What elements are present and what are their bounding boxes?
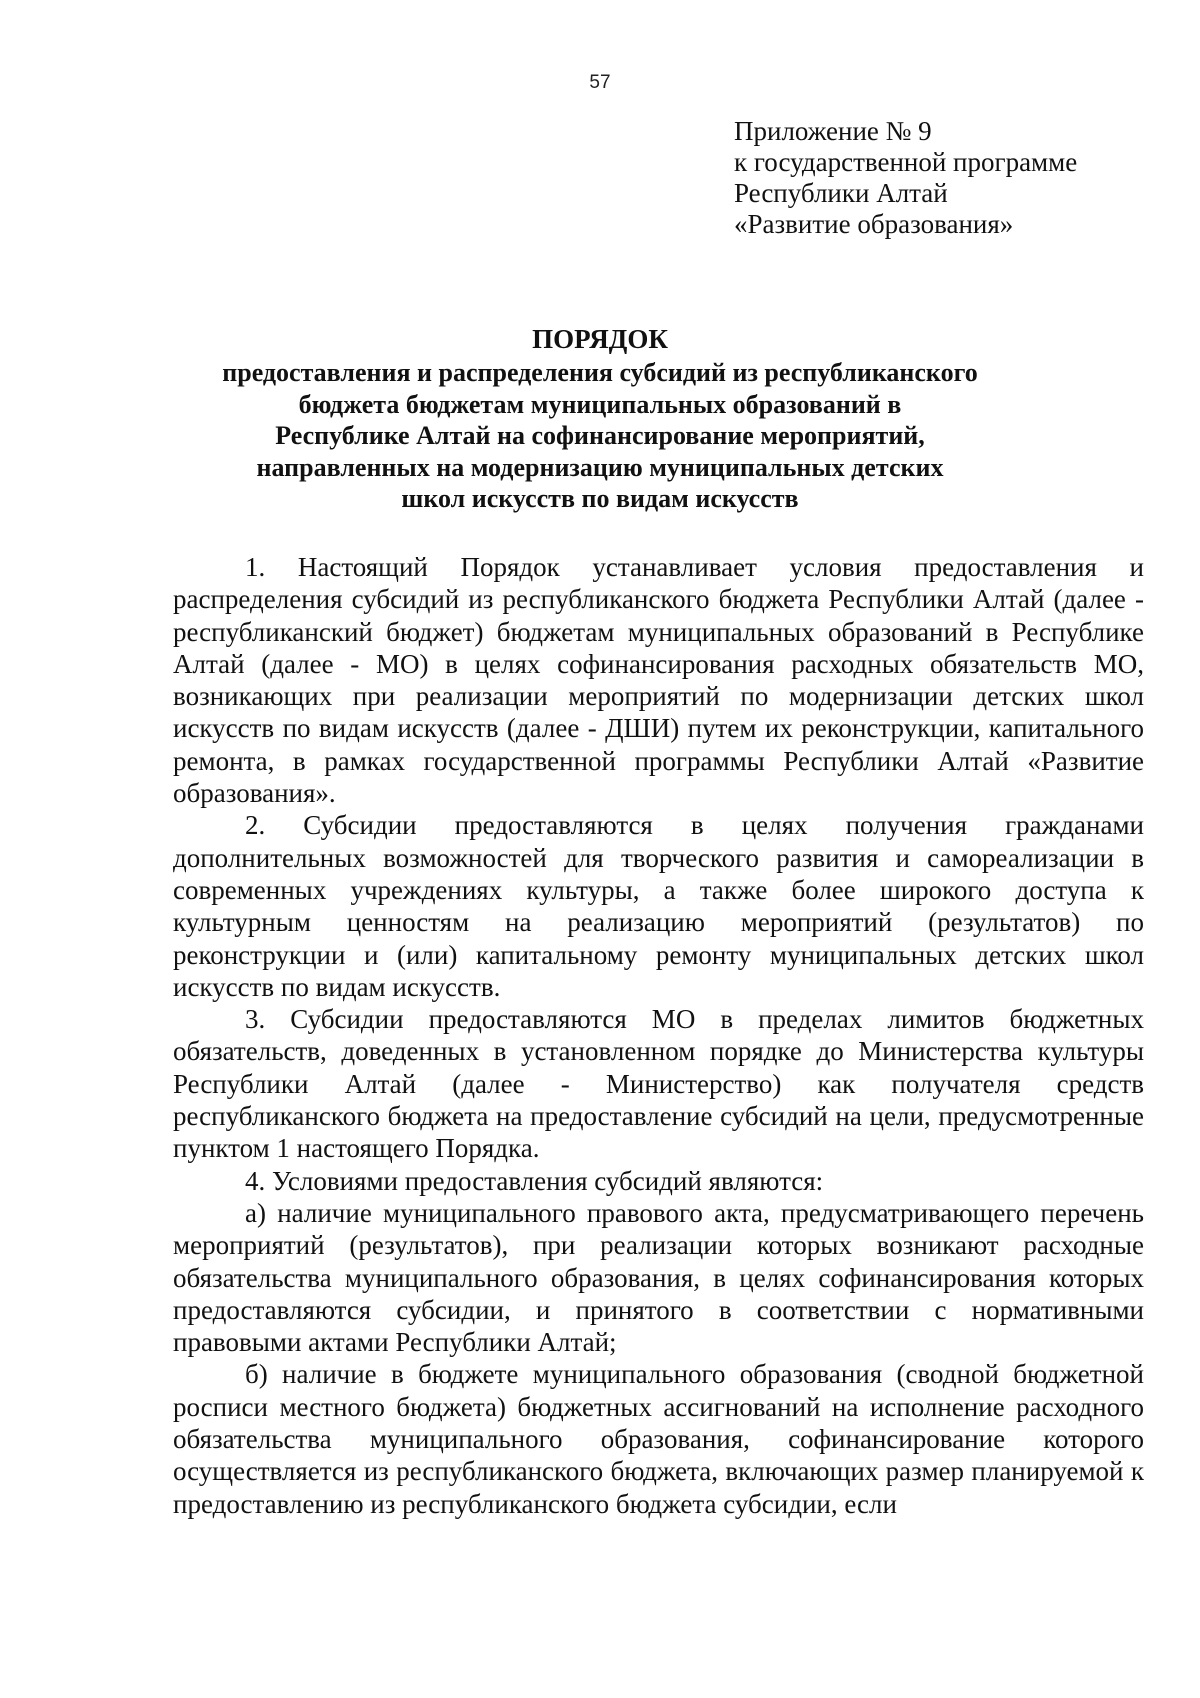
subtitle-line: предоставления и распределения субсидий из республиканского <box>222 358 978 387</box>
appendix-line: «Развитие образования» <box>734 209 1014 239</box>
subtitle-line: Республике Алтай на софинансирование мероприятий, <box>275 421 925 450</box>
appendix-line: Приложение № 9 <box>734 116 932 146</box>
paragraph-3: 3. Субсидии предоставляются МО в пределах лимитов бюджетных обязательств, доведенных в установленном порядке до Министерства культуры Республики Алтай (далее - Министерство) как получателя средств республиканского бюджета на предоставление субсидий на цели, предусмотренные пунктом 1 настоящего Порядка. <box>173 1004 1144 1164</box>
paragraph-4b: б) наличие в бюджете муниципального образования (сводной бюджетной росписи местного бюджета) бюджетных ассигнований на исполнение расходного обязательства муниципального образования, софинансирование которого осуществляется из республиканского бюджета, включающих размер планируемой к предоставлению из республиканского бюджета субсидии, если <box>173 1359 1144 1519</box>
appendix-line: Республики Алтай <box>734 178 948 208</box>
document-subtitle <box>0 357 1200 515</box>
document-body <box>173 551 1144 1520</box>
paragraph-2: 2. Субсидии предоставляются в целях получения гражданами дополнительных возможностей для творческого развития и самореализации в современных учреждениях культуры, а также более широкого доступа к культурным ценностям на реализацию мероприятий (результатов) по реконструкции и (или) капитальному ремонту муниципальных детских школ искусств по видам искусств. <box>173 810 1144 1002</box>
paragraph-4: 4. Условиями предоставления субсидий являются: <box>245 1165 824 1196</box>
appendix-line: к государственной программе <box>734 147 1078 177</box>
subtitle-line: направленных на модернизацию муниципальных детских <box>256 452 944 482</box>
paragraph-4a: а) наличие муниципального правового акта, предусматривающего перечень мероприятий (результатов), при реализации которых возникают расходные обязательства муниципального образования, в целях софинансирования которых предоставляются субсидии, и принятого в соответствии с нормативными правовыми актами Республики Алтай; <box>173 1197 1144 1358</box>
subtitle-line: школ искусств по видам искусств <box>401 484 799 513</box>
page-number: 57 <box>589 72 611 93</box>
paragraph-1: 1. Настоящий Порядок устанавливает условия предоставления и распределения субсидий из республиканского бюджета Республики Алтай (далее - республиканский бюджет) бюджетам муниципальных образований в Республике Алтай (далее - МО) в целях софинансирования расходных обязательств МО, возникающих при реализации мероприятий по модернизации детских школ искусств по видам искусств (далее - ДШИ) путем их реконструкции, капитального ремонта, в рамках государственной программы Республики Алтай «Развитие образования». <box>173 552 1144 809</box>
appendix-header <box>734 116 1174 240</box>
document-title: ПОРЯДОК <box>532 324 668 354</box>
subtitle-line: бюджета бюджетам муниципальных образований в <box>298 389 902 419</box>
